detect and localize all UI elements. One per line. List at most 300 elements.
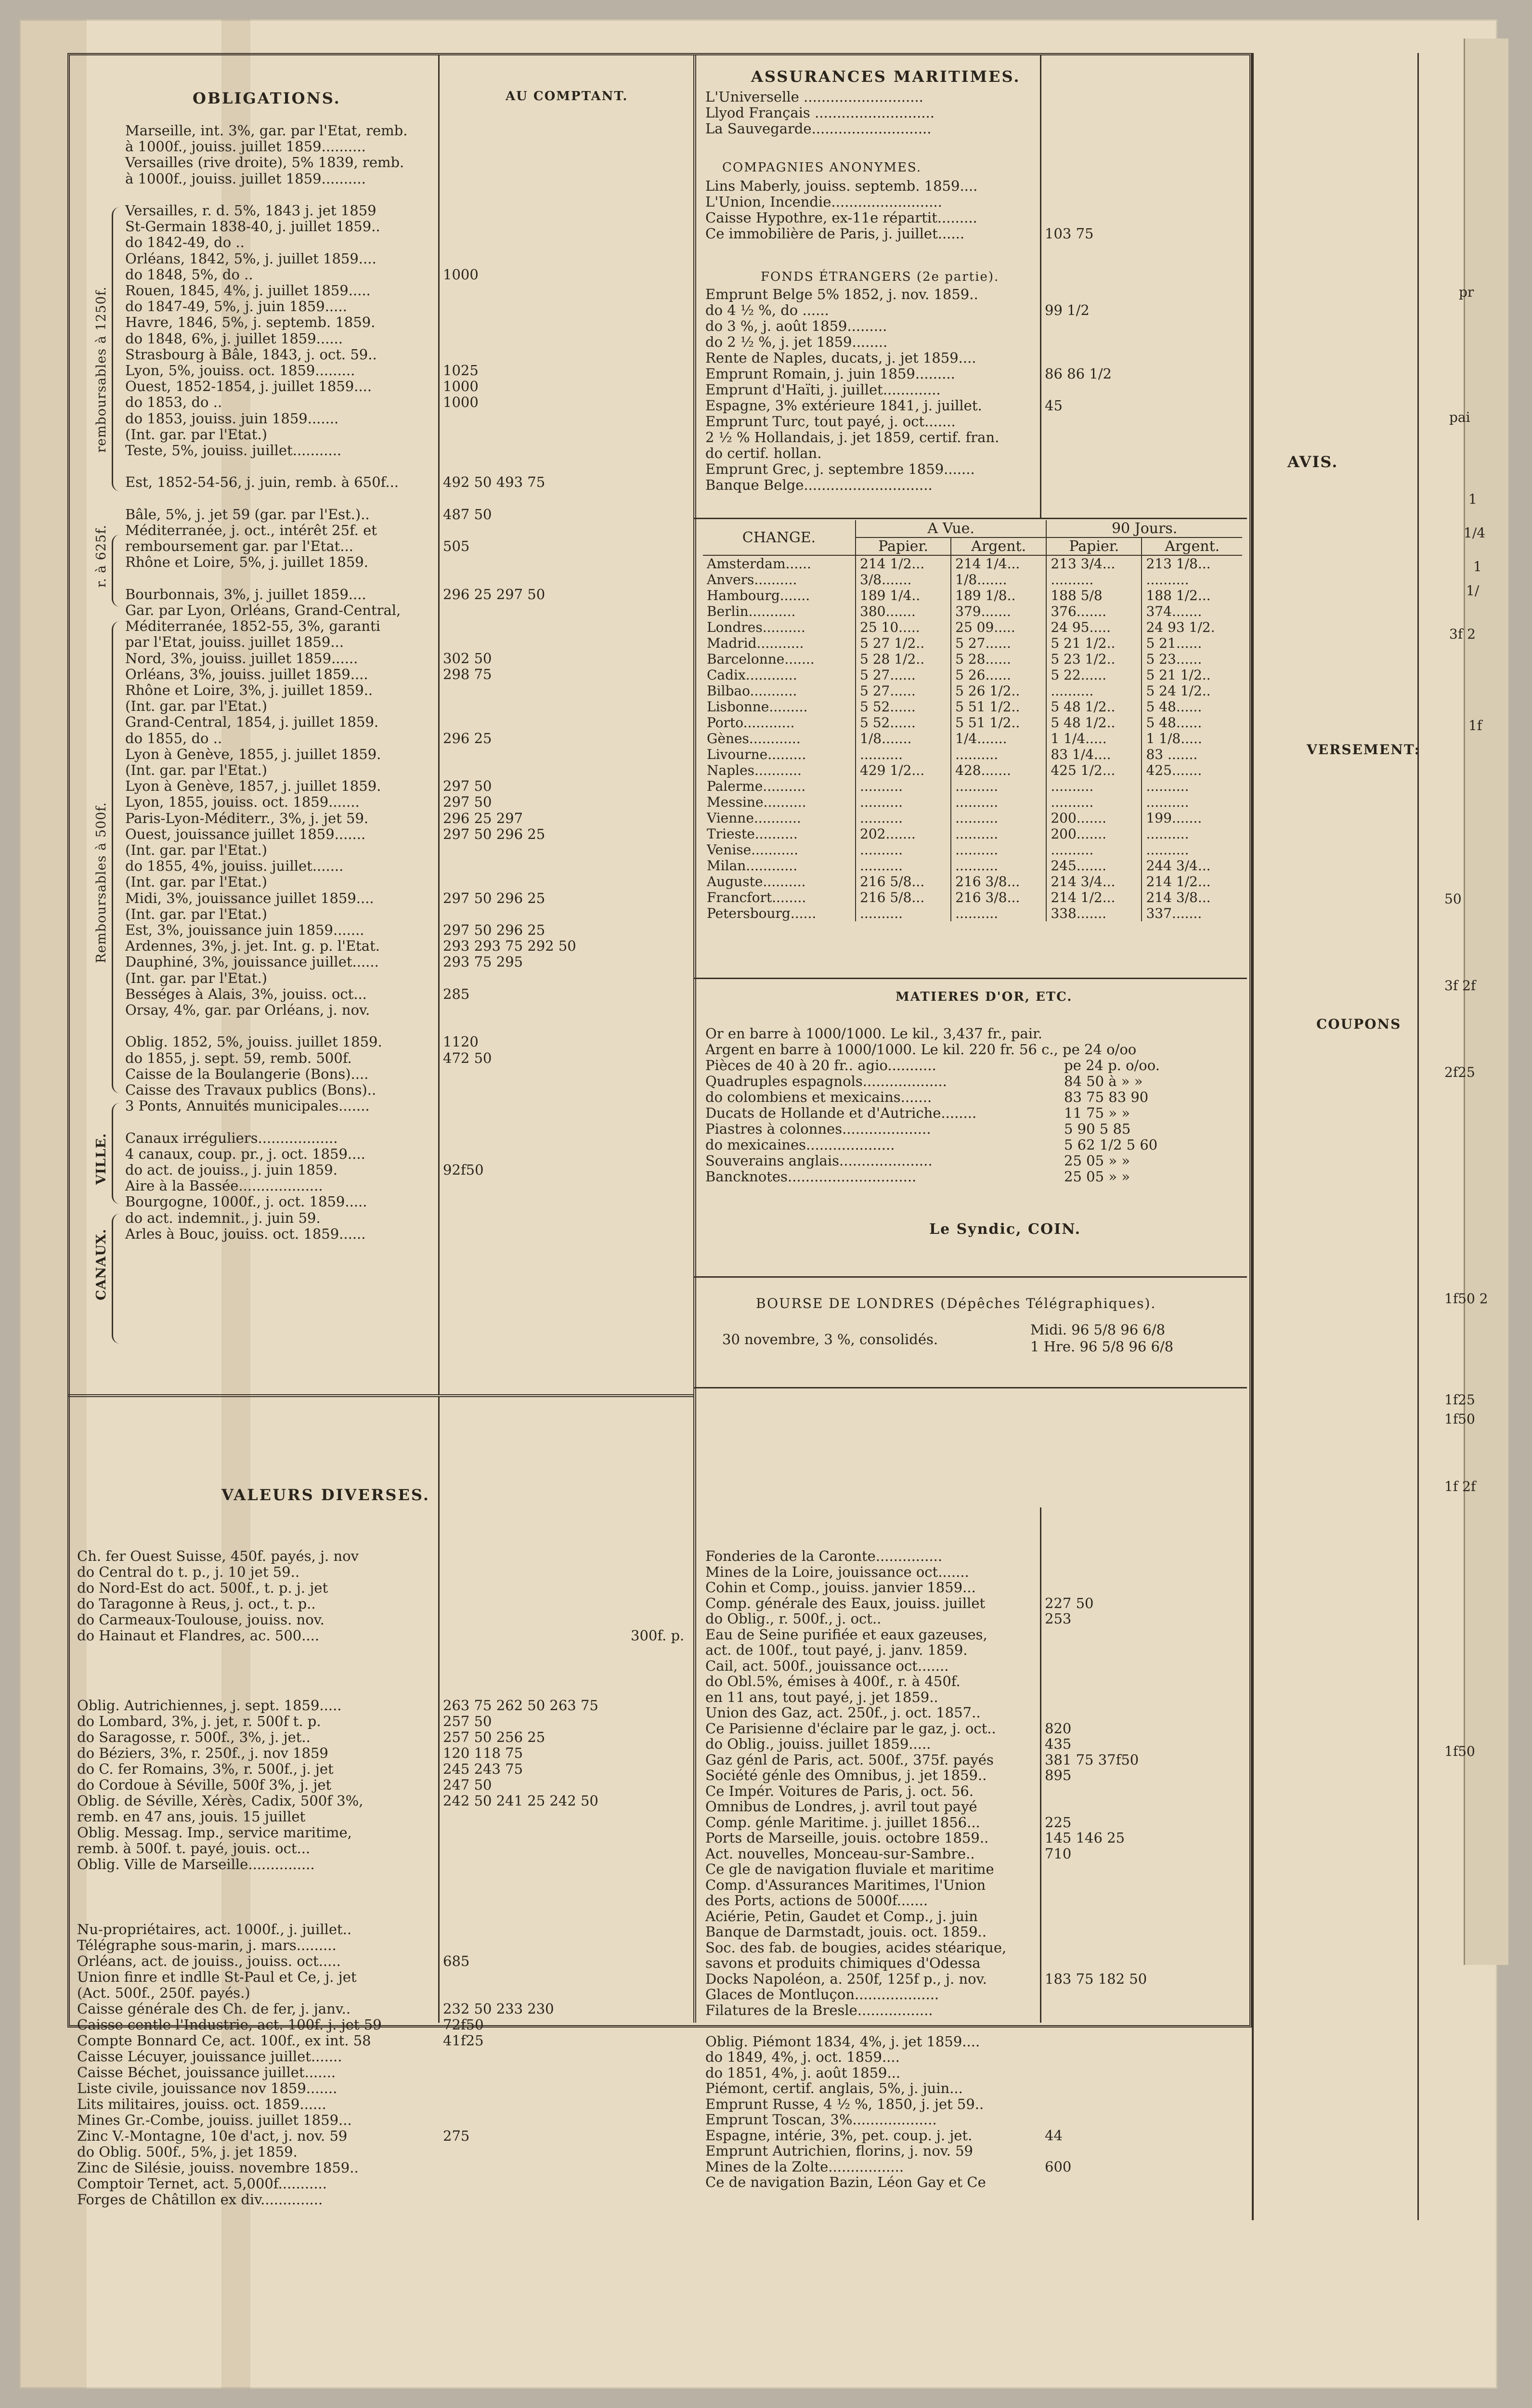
change-city: Auguste.......... <box>707 874 806 890</box>
valeur-b-row-price: 257 50 256 25 <box>443 1729 545 1745</box>
change-city: Madrid........... <box>707 635 804 651</box>
change-city: Francfort........ <box>707 890 806 905</box>
fonds-row-label: 2 ½ % Hollandais, j. jet 1859, certif. fran. <box>705 429 1000 445</box>
obligation-row-label: do 1842-49, do .. <box>125 234 245 251</box>
valeur-c-row-label: Orléans, act. de jouiss., jouiss. oct..... <box>77 1953 341 1969</box>
valeur-r-row-label: Docks Napoléon, a. 250f, 125f p., j. nov. <box>705 1970 987 1987</box>
obligation-row-label: Bességes à Alais, 3%, jouiss. oct... <box>125 985 367 1002</box>
change-rate: 188 1/2... <box>1142 588 1242 603</box>
fonds-row-label: do 2 ½ %, j. jet 1859........ <box>705 334 888 350</box>
valeur-b-row-label: Oblig. Autrichiennes, j. sept. 1859..... <box>77 1697 342 1714</box>
obligation-row-label: à 1000f., jouiss. juillet 1859.......... <box>125 138 366 155</box>
syndic-signature: Le Syndic, COIN. <box>929 1221 1081 1238</box>
obligation-row-price: 297 50 296 25 <box>443 922 545 938</box>
fonds-row-label: Emprunt Romain, j. juin 1859......... <box>705 366 955 382</box>
compagnies-title: COMPAGNIES ANONYMES. <box>722 160 922 175</box>
valeur-b-row-label: remb. à 500f. t. payé, jouis. oct... <box>77 1840 311 1857</box>
change-city: Messine.......... <box>707 794 806 810</box>
matiere-row-label: do mexicaines.................... <box>705 1137 895 1153</box>
matieres-title: MATIERES D'OR, ETC. <box>896 990 1073 1004</box>
change-row <box>703 746 1242 762</box>
obligation-row-label: Lyon à Genève, 1855, j. juillet 1859. <box>125 746 381 762</box>
valeur-b-row-label: do Lombard, 3%, j. jet, r. 500f t. p. <box>77 1713 321 1729</box>
obligation-row-label: Méditerranée, 1852-55, 3%, garanti <box>125 618 380 635</box>
change-row <box>703 699 1242 715</box>
change-rate: .......... <box>951 746 1046 762</box>
change-rate: 379....... <box>951 603 1046 619</box>
valeur-c-row-label: Union finre et indlle St-Paul et Ce, j. jet <box>77 1969 357 1985</box>
obligation-row-label: Rhône et Loire, 5%, j. juillet 1859. <box>125 554 368 571</box>
fonds-title: FONDS ÉTRANGERS (2e partie). <box>761 270 1000 284</box>
obligation-row-label: Rhône et Loire, 3%, j. juillet 1859.. <box>125 682 373 698</box>
matiere-row-label: Or en barre à 1000/1000. Le kil., 3,437 fr., pair. <box>705 1025 1042 1042</box>
change-row <box>703 842 1242 858</box>
change-rate: 25 10..... <box>856 619 951 635</box>
fonds-row-label: do 4 ½ %, do ...... <box>705 302 829 318</box>
valeur-a-row-label: do Central do t. p., j. 10 jet 59.. <box>77 1564 300 1580</box>
change-rate: .......... <box>1142 842 1242 858</box>
valeur-c-row-label: Zinc V.-Montagne, 10e d'act, j. nov. 59 <box>77 2128 348 2144</box>
valeur-r-row-price: 225 <box>1045 1814 1072 1831</box>
valeurs-title: VALEURS DIVERSES. <box>221 1486 430 1504</box>
change-row <box>703 890 1242 905</box>
divider-valeurs-prices-right <box>1040 1507 1041 2023</box>
obligation-row-price: 1120 <box>443 1034 479 1050</box>
edge-fragment-text: 1/4 <box>1464 525 1486 541</box>
obligation-row-label: do 1853, do .. <box>125 394 222 411</box>
fonds-row-price: 99 1/2 <box>1045 302 1090 318</box>
change-rate: .......... <box>856 842 951 858</box>
change-rate: .......... <box>856 794 951 810</box>
obligation-row-label: Strasbourg à Bâle, 1843, j. oct. 59.. <box>125 346 377 363</box>
change-rate: .......... <box>856 905 951 921</box>
obligation-row-price: 285 <box>443 985 470 1002</box>
obligation-row-label: St-Germain 1838-40, j. juillet 1859.. <box>125 218 380 235</box>
change-rate: 5 21 1/2.. <box>1046 635 1142 651</box>
valeur-r-row-label: Cohin et Comp., jouiss. janvier 1859... <box>705 1579 976 1596</box>
obligation-row-label: do act. de jouiss., j. juin 1859. <box>125 1162 338 1178</box>
change-city: Vienne........... <box>707 810 801 826</box>
obligation-row-label: do 1848, 6%, j. juillet 1859...... <box>125 330 343 347</box>
change-rate: 5 52...... <box>856 715 951 731</box>
londres-title: BOURSE DE LONDRES (Dépêches Télégraphiques). <box>756 1296 1156 1311</box>
valeur-r-row-label: Ce gle de navigation fluviale et maritime <box>705 1861 994 1877</box>
valeur-c-row-label: Caisse centle l'Industrie, act. 100f. j. jet 59 <box>77 2016 382 2033</box>
fonds-row-price: 45 <box>1045 397 1063 414</box>
obligation-row-price: 297 50 <box>443 794 492 811</box>
valeur-r-row-label: Mines de la Loire, jouissance oct....... <box>705 1563 969 1580</box>
brace-500 <box>112 621 120 1093</box>
change-city: Petersbourg...... <box>707 905 817 921</box>
change-row <box>703 778 1242 794</box>
change-city: Cadix............ <box>707 667 797 683</box>
change-row <box>703 651 1242 667</box>
fonds-row-label: Emprunt d'Haïti, j. juillet............. <box>705 381 941 398</box>
change-row <box>703 572 1242 588</box>
obligation-row-label: Est, 1852-54-56, j. juin, remb. à 650f... <box>125 474 399 491</box>
valeur-r-row-label: des Ports, actions de 5000f....... <box>705 1892 928 1909</box>
divider-change-top <box>693 518 1247 519</box>
change-rows <box>703 555 1242 921</box>
valeur-c-row-label: Caisse générale des Ch. de fer, j. janv.. <box>77 2001 351 2017</box>
edge-fragment-text: 3f 2 <box>1449 626 1476 642</box>
obligation-row-label: Havre, 1846, 5%, j. septemb. 1859. <box>125 314 376 331</box>
obligation-row-price: 1000 <box>443 266 479 283</box>
matiere-row-label: Ducats de Hollande et d'Autriche........ <box>705 1105 977 1121</box>
header-papier-vue: Papier. <box>856 537 951 555</box>
change-rate: .......... <box>1142 778 1242 794</box>
matiere-row-price: 11 75 » » <box>1064 1105 1130 1121</box>
fonds-row-price: 86 86 1/2 <box>1045 366 1112 382</box>
change-rate: 245....... <box>1046 858 1142 874</box>
change-rate: 5 23...... <box>1142 651 1242 667</box>
valeur-r-row-label: en 11 ans, tout payé, j. jet 1859.. <box>705 1688 938 1705</box>
change-rate: 425 1/2... <box>1046 762 1142 778</box>
obligation-row-price: 296 25 297 <box>443 810 523 826</box>
change-city: Anvers.......... <box>707 572 797 588</box>
change-rate: 5 27...... <box>856 683 951 699</box>
valeur-c-row-label: do Oblig. 500f., 5%, j. jet 1859. <box>77 2144 298 2160</box>
obligation-row-label: Méditerranée, j. oct., intérêt 25f. et <box>125 522 377 538</box>
obligation-row-label: Est, 3%, jouissance juin 1859....... <box>125 922 364 938</box>
valeur-r-row-label: do 1849, 4%, j. oct. 1859.... <box>705 2049 900 2065</box>
valeur-r-row-label: Ports de Marseille, jouis. octobre 1859.. <box>705 1830 989 1846</box>
change-rate: .......... <box>951 778 1046 794</box>
obligation-row-price: 297 50 296 25 <box>443 890 545 906</box>
valeur-r-row-label: Piémont, certif. anglais, 5%, j. juin... <box>705 2080 963 2096</box>
valeur-r-row-label: Banque de Darmstadt, jouis. oct. 1859.. <box>705 1924 987 1940</box>
valeur-r-row-label: do Obl.5%, émises à 400f., r. à 450f. <box>705 1673 961 1689</box>
brace-canaux <box>112 1214 120 1344</box>
header-a-vue: A Vue. <box>856 520 1046 537</box>
change-row <box>703 874 1242 890</box>
change-city: Amsterdam...... <box>707 556 811 572</box>
matiere-row-price: 25 05 » » <box>1064 1168 1130 1185</box>
obligation-row-price: 1000 <box>443 394 479 411</box>
valeur-r-row-label: Espagne, intérie, 3%, pet. coup. j. jet. <box>705 2127 973 2144</box>
change-city: Naples........... <box>707 762 802 778</box>
change-rate: 213 1/8... <box>1142 555 1242 572</box>
divider-center <box>693 55 696 2023</box>
change-row <box>703 715 1242 731</box>
obligation-row-label: Marseille, int. 3%, gar. par l'Etat, remb. <box>125 122 408 139</box>
obligation-row-label: do 1847-49, 5%, j. juin 1859..... <box>125 298 347 315</box>
assurance-row-label: La Sauvegarde........................... <box>705 120 932 137</box>
change-rate: 5 24 1/2.. <box>1142 683 1242 699</box>
valeur-c-row-label: Compte Bonnard Ce, act. 100f., ex int. 58 <box>77 2032 371 2049</box>
change-rate: 216 5/8... <box>856 874 951 890</box>
valeur-a-row-label: do Hainaut et Flandres, ac. 500.... <box>77 1627 320 1644</box>
valeur-r-row-label: Gaz génl de Paris, act. 500f., 375f. payés <box>705 1751 994 1768</box>
obligation-row-label: Versailles (rive droite), 5% 1839, remb. <box>125 154 404 171</box>
valeur-c-row-label: (Act. 500f., 250f. payés.) <box>77 1985 250 2001</box>
change-city: Londres.......... <box>707 619 805 635</box>
versement-heading: VERSEMENT: <box>1307 742 1421 758</box>
matiere-row-label: do colombiens et mexicains....... <box>705 1089 932 1105</box>
change-rate: .......... <box>1046 683 1142 699</box>
obligation-row-label: (Int. gar. par l'Etat.) <box>125 905 267 922</box>
change-rate: 337....... <box>1142 905 1242 921</box>
londres-line: 30 novembre, 3 %, consolidés. <box>722 1331 938 1348</box>
obligation-row-label: do 1855, do .. <box>125 730 222 746</box>
valeur-c-row-label: Caisse Lécuyer, jouissance juillet....... <box>77 2048 342 2065</box>
change-rate: 202....... <box>856 826 951 842</box>
valeur-r-row-label: Act. nouvelles, Monceau-sur-Sambre.. <box>705 1845 975 1862</box>
divider-valeurs <box>67 1394 693 1397</box>
compagnie-row-label: Lins Maberly, jouiss. septemb. 1859.... <box>705 178 978 194</box>
valeur-b-row-label: do C. fer Romains, 3%, r. 500f., j. jet <box>77 1761 334 1777</box>
change-rate: 24 93 1/2. <box>1142 619 1242 635</box>
change-rate: 83 ....... <box>1142 746 1242 762</box>
obligation-row-label: Arles à Bouc, jouiss. oct. 1859...... <box>125 1225 366 1242</box>
valeur-b-row-label: Oblig. de Séville, Xérès, Cadix, 500f 3%, <box>77 1793 364 1809</box>
obligation-row-label: Orléans, 1842, 5%, j. juillet 1859.... <box>125 250 377 267</box>
obligation-row-price: 302 50 <box>443 650 492 667</box>
edge-fragment-text: 50 <box>1444 891 1462 907</box>
change-rate: .......... <box>1142 794 1242 810</box>
obligation-row-label: Aire à la Bassée................... <box>125 1178 323 1194</box>
valeur-r-row-label: Union des Gaz, act. 250f., j. oct. 1857.. <box>705 1704 981 1721</box>
valeur-r-row-price: 600 <box>1045 2158 1072 2175</box>
compagnie-row-label: Ce immobilière de Paris, j. juillet...... <box>705 225 965 242</box>
valeur-r-row-label: Filatures de la Bresle................. <box>705 2002 933 2018</box>
change-city: Porto............ <box>707 715 795 731</box>
change-rate: 5 48...... <box>1142 699 1242 715</box>
header-argent-vue: Argent. <box>951 537 1046 555</box>
valeur-a-row-label: do Carmeaux-Toulouse, jouiss. nov. <box>77 1611 325 1628</box>
change-city: Trieste.......... <box>707 826 798 842</box>
edge-fragment-text: 2f25 <box>1444 1064 1475 1080</box>
change-table <box>703 520 1242 921</box>
fonds-row-label: Emprunt Turc, tout payé, j. oct....... <box>705 413 956 430</box>
valeur-c-row-price: 41f25 <box>443 2032 484 2049</box>
valeur-r-row-label: Emprunt Autrichien, florins, j. nov. 59 <box>705 2143 973 2159</box>
group-label-500: Remboursables à 500f. <box>94 802 109 963</box>
matiere-row-price: 83 75 83 90 <box>1064 1089 1149 1105</box>
change-rate: 5 26 1/2.. <box>951 683 1046 699</box>
obligation-row-label: Midi, 3%, jouissance juillet 1859.... <box>125 890 374 906</box>
valeur-r-row-price: 145 146 25 <box>1045 1830 1125 1846</box>
valeur-r-row-price: 895 <box>1045 1767 1072 1783</box>
change-rate: 214 3/8... <box>1142 890 1242 905</box>
valeur-b-row-price: 245 243 75 <box>443 1761 523 1777</box>
obligation-row-label: Nord, 3%, jouiss. juillet 1859...... <box>125 650 358 667</box>
change-rate: 374....... <box>1142 603 1242 619</box>
change-rate: .......... <box>1142 572 1242 588</box>
valeur-r-row-label: Aciérie, Petin, Gaudet et Comp., j. juin <box>705 1908 978 1924</box>
change-rate: .......... <box>951 842 1046 858</box>
matiere-row-label: Quadruples espagnols................... <box>705 1073 947 1089</box>
change-rate: 5 27 1/2.. <box>856 635 951 651</box>
change-row <box>703 555 1242 572</box>
change-rate: 213 3/4... <box>1046 555 1142 572</box>
edge-fragment-text: 3f 2f <box>1444 978 1476 994</box>
obligation-row-label: Lyon, 5%, jouiss. oct. 1859......... <box>125 362 355 379</box>
change-rate: 216 3/8... <box>951 874 1046 890</box>
valeur-r-row-label: Comp. génle Maritime. j. juillet 1856... <box>705 1814 980 1831</box>
coupons-heading: COUPONS <box>1316 1016 1402 1032</box>
divider-valeurs-prices-left <box>438 1397 440 2023</box>
obligation-row-label: Gar. par Lyon, Orléans, Grand-Central, <box>125 602 401 618</box>
valeur-r-row-label: Soc. des fab. de bougies, acides stéarique, <box>705 1939 1007 1956</box>
group-label-canaux: CANAUX. <box>94 1229 109 1300</box>
header-papier-90: Papier. <box>1046 537 1142 555</box>
valeur-r-row-label: savons et produits chimiques d'Odessa <box>705 1955 981 1971</box>
change-rate: 1 1/4..... <box>1046 731 1142 746</box>
edge-fragment-text: pr <box>1459 284 1474 300</box>
obligation-row-label: 3 Ponts, Annuités municipales....... <box>125 1098 370 1114</box>
valeur-r-row-price: 183 75 182 50 <box>1045 1970 1147 1987</box>
obligation-row-label: Ouest, jouissance juillet 1859....... <box>125 825 366 842</box>
valeur-r-row-label: Ce de navigation Bazin, Léon Gay et Ce <box>705 2174 986 2190</box>
change-rate: 216 3/8... <box>951 890 1046 905</box>
change-rate: 1/8....... <box>951 572 1046 588</box>
change-rate: 5 48 1/2.. <box>1046 699 1142 715</box>
valeur-a-row-label: do Taragonne à Reus, j. oct., t. p.. <box>77 1596 316 1612</box>
group-label-ville: VILLE. <box>94 1133 109 1185</box>
change-rate: .......... <box>1046 794 1142 810</box>
change-rate: 214 3/4... <box>1046 874 1142 890</box>
change-rate: 200....... <box>1046 810 1142 826</box>
obligation-row-label: (Int. gar. par l'Etat.) <box>125 762 267 778</box>
obligation-row-label: do 1855, 4%, jouiss. juillet....... <box>125 858 344 875</box>
matiere-row-price: 5 90 5 85 <box>1064 1121 1131 1137</box>
change-rate: 380....... <box>856 603 951 619</box>
change-row <box>703 731 1242 746</box>
change-rate: 189 1/8.. <box>951 588 1046 603</box>
valeur-c-row-label: Forges de Châtillon ex div.............. <box>77 2191 323 2208</box>
valeur-b-row-label: do Béziers, 3%, r. 250f., j. nov 1859 <box>77 1745 328 1761</box>
edge-fragment-text: 1f50 2 <box>1444 1291 1488 1307</box>
change-row <box>703 794 1242 810</box>
fonds-row-label: Rente de Naples, ducats, j. jet 1859.... <box>705 350 976 366</box>
change-rate: 5 48...... <box>1142 715 1242 731</box>
obligation-row-price: 487 50 <box>443 506 492 523</box>
change-rate: .......... <box>856 746 951 762</box>
change-rate: 188 5/8 <box>1046 588 1142 603</box>
edge-fragment-text: 1 <box>1473 559 1482 575</box>
group-label-625: r. à 625f. <box>94 524 109 588</box>
change-city: Livourne......... <box>707 746 806 762</box>
change-row <box>703 683 1242 699</box>
obligation-row-label: do act. indemnit., j. juin 59. <box>125 1209 321 1226</box>
change-row <box>703 667 1242 683</box>
change-rate: 1/4....... <box>951 731 1046 746</box>
change-rate: 216 5/8... <box>856 890 951 905</box>
change-rate: 338....... <box>1046 905 1142 921</box>
valeur-r-row-label: Comp. d'Assurances Maritimes, l'Union <box>705 1876 986 1893</box>
change-title: CHANGE. <box>703 520 856 555</box>
valeur-c-row-label: Télégraphe sous-marin, j. mars......... <box>77 1937 337 1953</box>
obligation-row-label: (Int. gar. par l'Etat.) <box>125 426 267 443</box>
au-comptant-header: AU COMPTANT. <box>506 89 628 104</box>
valeur-r-row-label: Eau de Seine purifiée et eaux gazeuses, <box>705 1626 987 1643</box>
matiere-row-label: Piastres à colonnes.................... <box>705 1121 931 1137</box>
change-row <box>703 905 1242 921</box>
divider-londres-top <box>693 1276 1247 1278</box>
change-rate: .......... <box>856 810 951 826</box>
obligation-row-label: Teste, 5%, jouiss. juillet........... <box>125 442 342 458</box>
valeur-c-row-label: Zinc de Silésie, jouiss. novembre 1859.. <box>77 2159 359 2176</box>
change-rate: .......... <box>1142 826 1242 842</box>
obligation-row-price: 1025 <box>443 362 479 379</box>
valeur-b-row-price: 120 118 75 <box>443 1745 523 1761</box>
change-city: Milan............ <box>707 858 798 874</box>
compagnie-row-label: Caisse Hypothre, ex-11e répartit......... <box>705 209 977 226</box>
right-notices-column <box>1252 53 1456 2220</box>
valeur-r-row-label: Cail, act. 500f., jouissance oct....... <box>705 1657 949 1674</box>
avis-heading: AVIS. <box>1287 453 1338 471</box>
change-rate: .......... <box>1046 778 1142 794</box>
fonds-row-label: do 3 %, j. août 1859......... <box>705 318 887 334</box>
fonds-row-label: Espagne, 3% extérieure 1841, j. juillet. <box>705 397 982 414</box>
divider-obligations-prices <box>438 55 440 1394</box>
matiere-row-label: Bancknotes............................. <box>705 1168 917 1185</box>
valeur-r-row-label: do Oblig., jouiss. juillet 1859..... <box>705 1736 931 1752</box>
change-city: Palerme.......... <box>707 778 806 794</box>
matiere-row-price: 84 50 à » » <box>1064 1073 1143 1089</box>
assurance-row-label: Llyod Français ........................... <box>705 105 935 121</box>
divider-matieres-top <box>693 978 1247 979</box>
obligation-row-label: à 1000f., jouiss. juillet 1859.......... <box>125 170 366 187</box>
valeur-r-row-label: do 1851, 4%, j. août 1859... <box>705 2064 901 2081</box>
obligation-row-price: 505 <box>443 538 470 555</box>
change-rate: 199....... <box>1142 810 1242 826</box>
obligation-row-label: Orléans, 3%, jouiss. juillet 1859.... <box>125 666 368 682</box>
change-city: Lisbonne......... <box>707 699 808 715</box>
valeur-c-row-label: Mines Gr.-Combe, jouiss. juillet 1859... <box>77 2112 352 2128</box>
change-rate: .......... <box>951 858 1046 874</box>
obligation-row-price: 296 25 <box>443 730 492 746</box>
obligation-row-price: 297 50 <box>443 778 492 795</box>
obligation-row-price: 1000 <box>443 378 479 395</box>
obligation-row-label: Ardennes, 3%, j. jet. Int. g. p. l'Etat. <box>125 938 380 955</box>
obligation-row-price: 293 75 295 <box>443 954 523 970</box>
change-row <box>703 603 1242 619</box>
change-rate: .......... <box>856 778 951 794</box>
obligation-row-label: do 1855, j. sept. 59, remb. 500f. <box>125 1049 352 1066</box>
edge-fragment-text: 1f <box>1468 718 1482 733</box>
obligation-row-label: Lyon, 1855, jouiss. oct. 1859....... <box>125 794 360 811</box>
valeur-b-row-label: remb. en 47 ans, jouis. 15 juillet <box>77 1808 306 1825</box>
group-label-1250: remboursables à 1250f. <box>94 286 109 453</box>
change-rate: 83 1/4.... <box>1046 746 1142 762</box>
valeur-b-row-price: 247 50 <box>443 1777 492 1793</box>
matiere-row-label: Argent en barre à 1000/1000. Le kil. 220 fr. 56 c., pe 24 o/oo <box>705 1041 1137 1058</box>
valeur-c-row-label: Lits militaires, jouiss. oct. 1859...... <box>77 2096 326 2112</box>
edge-fragment-text: 1f 2f <box>1444 1479 1476 1494</box>
divider-londres-bottom <box>693 1387 1247 1388</box>
obligation-row-label: (Int. gar. par l'Etat.) <box>125 874 267 890</box>
obligation-row-label: (Int. gar. par l'Etat.) <box>125 969 267 986</box>
valeur-c-row-price: 232 50 233 230 <box>443 2001 554 2017</box>
brace-625 <box>112 535 120 607</box>
obligation-row-label: Ouest, 1852-1854, j. juillet 1859.... <box>125 378 372 395</box>
change-rate: 5 28...... <box>951 651 1046 667</box>
valeur-r-row-label: Omnibus de Londres, j. avril tout payé <box>705 1798 977 1815</box>
valeur-b-row-label: Oblig. Ville de Marseille............... <box>77 1856 315 1872</box>
assurances-title: ASSURANCES MARITIMES. <box>751 67 1021 86</box>
obligation-row-label: Versailles, r. d. 5%, 1843 j. jet 1859 <box>125 202 377 219</box>
change-row <box>703 762 1242 778</box>
change-rate: 189 1/4.. <box>856 588 951 603</box>
valeur-r-row-label: Mines de la Zolte................. <box>705 2158 904 2175</box>
valeur-b-row-price: 263 75 262 50 263 75 <box>443 1697 598 1714</box>
edge-fragment-text: 1f50 <box>1444 1743 1475 1759</box>
change-rate: 5 51 1/2.. <box>951 715 1046 731</box>
change-rate: .......... <box>951 810 1046 826</box>
valeur-r-row-price: 820 <box>1045 1720 1072 1737</box>
